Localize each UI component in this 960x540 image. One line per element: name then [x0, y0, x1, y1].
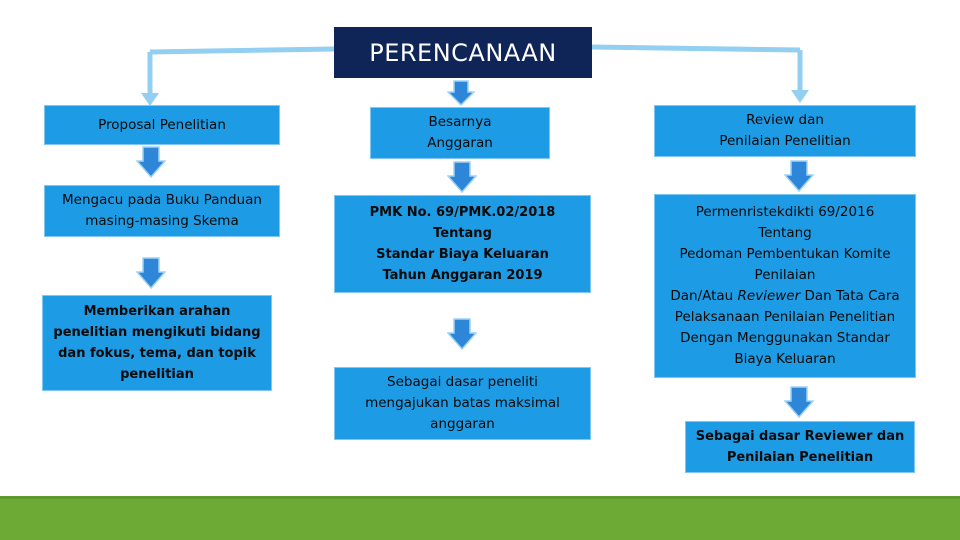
down-arrow-icon	[136, 257, 166, 289]
col1-box-buku-panduan: Mengacu pada Buku Panduan masing-masing Skema	[44, 185, 280, 237]
col2-box-anggaran: Besarnya Anggaran	[370, 107, 550, 159]
col3-box-dasar-reviewer: Sebagai dasar Reviewer dan Penilaian Penelitian	[685, 421, 915, 473]
col3-box2-line: Pedoman Pembentukan Komite	[679, 246, 891, 262]
col2-box-dasar-peneliti: Sebagai dasar peneliti mengajukan batas maksimal anggaran	[334, 367, 591, 440]
down-arrow-icon	[784, 160, 814, 192]
down-arrow-icon	[136, 146, 166, 178]
down-arrow-icon	[447, 318, 477, 350]
footer-bar	[0, 499, 960, 540]
col3-box2-italic-text: Reviewer	[737, 288, 801, 304]
col1-box-proposal: Proposal Penelitian	[44, 105, 280, 145]
down-arrow-icon	[784, 386, 814, 418]
down-arrow-icon	[447, 161, 477, 193]
col3-box2-line	[670, 286, 899, 307]
connector-left-horizontal	[150, 49, 334, 52]
diagram-title: PERENCANAAN	[334, 27, 592, 78]
down-arrow-icon	[447, 80, 475, 106]
col3-box2-line: Tentang	[758, 225, 812, 241]
col3-box-review: Review dan Penilaian Penelitian	[654, 105, 916, 157]
connector-right-horizontal	[592, 47, 800, 50]
col3-box2-line: Penilaian	[754, 267, 816, 283]
col2-box-pmk: PMK No. 69/PMK.02/2018 Tentang Standar Biaya Keluaran Tahun Anggaran 2019	[334, 195, 591, 293]
col3-box2-text: Dan/Atau	[670, 288, 738, 304]
col3-box2-line: Biaya Keluaran	[734, 351, 836, 367]
col1-box-arahan: Memberikan arahan penelitian mengikuti bidang dan fokus, tema, dan topik penelitian	[42, 295, 272, 391]
col3-box2-line: Permenristekdikti 69/2016	[695, 204, 875, 220]
col3-box2-text: Dan Tata Cara	[800, 288, 900, 304]
connector-right-arrowhead	[791, 90, 809, 103]
col3-box-permenristekdikti	[654, 194, 916, 378]
col3-box2-line: Pelaksanaan Penilaian Penelitian	[674, 309, 896, 325]
col3-box2-line: Dengan Menggunakan Standar	[680, 330, 890, 346]
